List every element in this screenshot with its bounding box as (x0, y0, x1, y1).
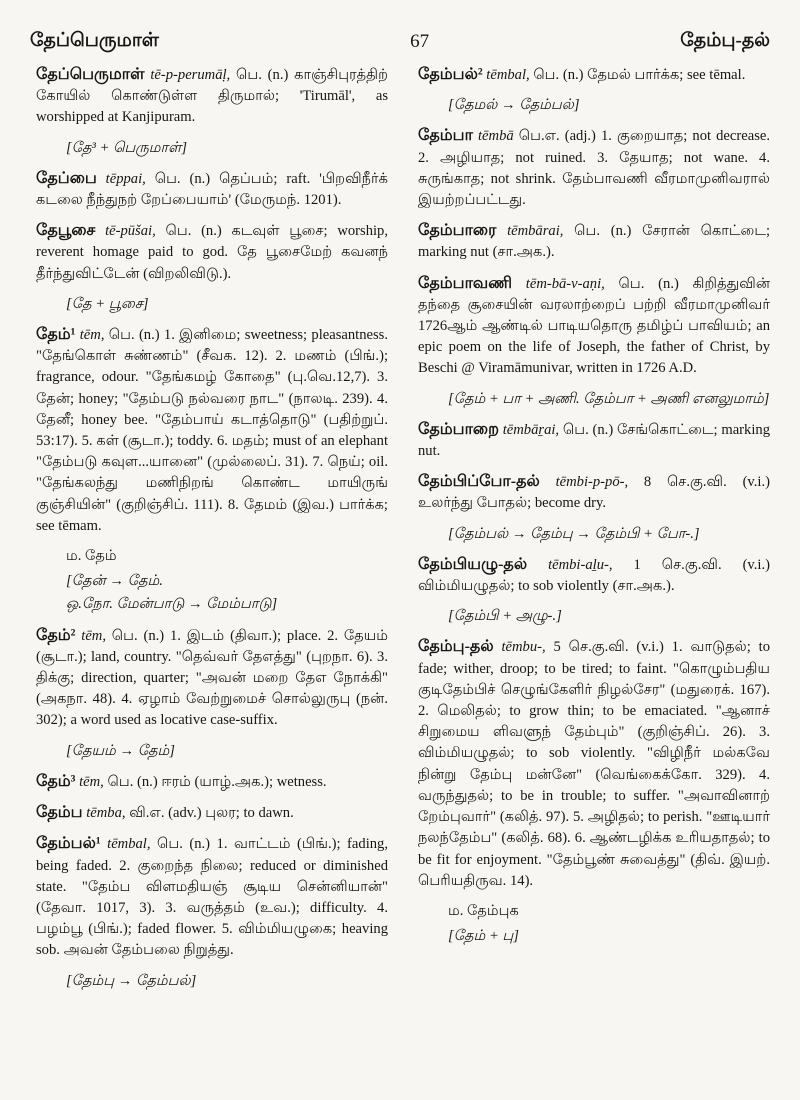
etymology: [தேம் + பு] (448, 928, 519, 945)
transliteration: tēm, (79, 773, 104, 790)
etymology: [தேன் → தேம். (66, 573, 163, 590)
entry (36, 220, 388, 285)
entry (36, 833, 388, 961)
definition: பெ. (n.) சேங்கொட்டை; marking nut. (418, 421, 770, 460)
entry (418, 273, 770, 380)
headword: தேம்² (36, 626, 76, 644)
entry (36, 168, 388, 211)
etymology: [தேம் + பா + அணி. தேம்பா + அணி எனலுமாம்] (448, 390, 770, 407)
entry (418, 220, 770, 263)
transliteration: tēmbi-aḻu-, (548, 556, 613, 573)
transliteration: tēm-bā-v-aṇi, (525, 275, 605, 292)
definition: பெ. (n.) ஈரம் (யாழ்.அக.); wetness. (103, 773, 327, 790)
transliteration: tē-pūšai, (105, 223, 156, 240)
headword: தேம்பல்¹ (36, 835, 101, 853)
left-column (30, 64, 388, 1001)
cognate: ம. தேம் (66, 548, 117, 565)
transliteration: tēm, (81, 627, 106, 644)
transliteration: tēmbi-p-pō-, (555, 474, 629, 491)
definition: பெ. (n.) கிறித்துவின் தந்தை சூசையின் வரலாற்றைப் பற்றி வீரமாமுனிவர் 1726ஆம் ஆண்டில் பாடியதொரு தமிழ்ப் பாவியம்; an epic poem on the life of Joseph, the father of Christ, by Beschi @ Viramāmunivar, written in 1726 A.D. (418, 275, 770, 377)
headword: தேம்பு-தல் (418, 638, 494, 656)
etymology: [தேம்பி + அழு-.] (448, 608, 562, 625)
definition: பெ.எ. (adj.) 1. குறையாத; not decrease. 2. அழியாத; not ruined. 3. தேயாத; not wane. 4. சுருங்காத; not shrink. தேம்பாவணி வீரமாமுனிவரால் இயற்றப்பட்டது. (418, 128, 770, 209)
entry (36, 324, 388, 537)
definition: பெ. (n.) தேமல் பார்க்க; see tēmal. (529, 67, 746, 83)
transliteration: tēm, (79, 327, 105, 344)
definition: பெ. (n.) தெப்பம்; raft. 'பிறவிநீர்க் கடலை நீந்துநற் றேப்பையாம்' (மேருமந். 1201). (36, 170, 388, 209)
definition: வி.எ. (adv.) புலர; to dawn. (125, 805, 294, 822)
etymology: [தே + பூசை] (66, 295, 149, 312)
etymology: [தேம்பல் → தேம்பு → தேம்பி + போ-.] (448, 525, 700, 542)
definition: பெ. (n.) காஞ்சிபுரத்திற் கோயில் கொண்டுள்ள திருமால்; 'Tirumāl', as worshipped at Kanjipuram. (36, 67, 388, 126)
entry (418, 636, 770, 891)
entry (418, 64, 770, 86)
transliteration: tēmba, (86, 805, 126, 822)
etymology: [தே³ + பெருமாள்] (66, 139, 188, 156)
cognate: ம. தேம்புக (448, 902, 519, 919)
definition: 1 செ.கு.வி. (v.i.) விம்மியழுதல்; to sob violently (சா.அக.). (418, 556, 770, 595)
headword: தேம்பியழு-தல் (418, 555, 528, 573)
transliteration: tēmbal, (486, 67, 530, 83)
header-right-guideword: தேம்பு-தல் (680, 30, 770, 51)
transliteration: tēmbal, (107, 836, 151, 853)
entry (36, 771, 388, 793)
definition: பெ. (n.) 1. இனிமை; sweetness; pleasantness. "தேங்கொள் சுண்ணம்" (சீவக. 12). 2. மணம் (பிங்.); fragrance, odour. "தேங்கமழ் கோதை" (பு.வெ.12,7). 3. தேன்; honey; "தேம்படு நல்வரை நாட" (நாலடி. 239). 4. தேனீ; honey bee. "தேம்பாய் கடாத்தொடு" (பதிற்றுப். 53:17). 5. கள் (சூடா.); toddy. 6. மதம்; must of an elephant "தேம்படு கவுள...யானை" (முல்லைப். 31). 7. நெய்; oil. "தேங்கலந்து மணிநிறங் கொண்ட மாயிருங் குஞ்சியின்" (குறிஞ்சிப். 111). 8. தேமம் (இவ.) பார்க்க; see tēmam. (36, 327, 388, 534)
right-column (418, 64, 770, 1001)
definition: பெ. (n.) சேரான் கொட்டை; marking nut (சா.அக.). (418, 223, 771, 261)
headword: தேம்பிப்போ-தல் (418, 473, 540, 491)
transliteration: tē-p-perumāḷ, (150, 67, 231, 83)
transliteration: tēmbā (478, 128, 514, 145)
headword: தேம்பாவணி (418, 274, 513, 292)
definition: 8 செ.கு.வி. (v.i.) உலர்ந்து போதல்; become dry. (418, 474, 770, 512)
etymology: ஒ.நோ. மேன்பாடு → மேம்பாடு] (66, 596, 278, 613)
headword: தேப்பை (36, 169, 97, 187)
headword: தேம்¹ (36, 326, 76, 344)
headword: தேம்பாரை (418, 222, 497, 240)
entry (418, 554, 770, 597)
entry (36, 625, 388, 732)
entry (418, 419, 770, 462)
definition: 5 செ.கு.வி. (v.i.) 1. வாடுதல்; to fade; wither, droop; to be tired; to faint. "கொழும்பதிய குடிதேம்பிச் செழுங்கேளிர் நிழல்சேர" (மதுரைக். 167). 2. மெலிதல்; to grow thin; to be emaciated. "ஆனாச் சிறுமைய ளிவளுந் தேம்பும்" (குறிஞ்சிப். 26). 3. விம்மியழுதல்; to sob violently. "விழிநீர் மல்கவே நின்று தேம்பு மன்னே" (வெங்கைக்கோ. 329). 4. வருந்துதல்; to be in trouble; to suffer. "அவாவினாற் றேம்புவார்" (கலித். 97). 5. அழிதல்; to perish. "ஊடியார் நலந்தேம்ப" (கலித். 68). 6. ஆண்டழிக்க உரியதாதல்; to be fit for enjoyment. "தேம்பூண் சுவைத்து" (திவ். இயற். பெரியதிருவ. 14). (418, 639, 770, 889)
entry (36, 64, 388, 129)
definition: பெ. (n.) 1. இடம் (திவா.); place. 2. தேயம் (சூடா.); land, country. "தெவ்வர் தேஎத்து" (புறநா. 6). 3. திக்கு; direction, quarter; "அவன் மறை தேஎ நோக்கி" (அகநா. 48). 4. ஏழாம் வேற்றுமைச் சொல்லுருபு (நன். 302); a word used as locative case-suffix. (36, 627, 388, 729)
page-header (30, 20, 770, 64)
entry (418, 125, 770, 211)
transliteration: tēmbāṟai, (502, 421, 560, 438)
headword: தேம்ப (36, 804, 83, 822)
entry (36, 802, 388, 824)
headword: தேபூசை (36, 222, 96, 240)
page-number: 67 (410, 31, 430, 52)
etymology: [தேயம் → தேம்] (66, 742, 175, 759)
headword: தேப்பெருமாள் (36, 66, 145, 83)
transliteration: tēmbārai, (507, 223, 564, 240)
header-left-guideword: தேப்பெருமாள் (30, 30, 159, 51)
transliteration: tēmbu-, (501, 639, 546, 656)
transliteration: tēppai, (105, 170, 146, 187)
etymology: [தேமல் → தேம்பல்] (448, 97, 580, 114)
definition: பெ. (n.) 1. வாட்டம் (பிங்.); fading, being faded. 2. குறைந்த நிலை; reduced or diminished state. "தேம்ப விளமதியஞ் சூடிய சென்னியான்" (தேவா. 1017, 3). 3. வருத்தம் (உவ.); difficulty. 4. பழம்பூ (பிங்.); faded flower. 5. விம்மியழுகை; heaving sob. அவன் தேம்பலை நிறுத்து. (36, 836, 388, 959)
headword: தேம்பா (418, 127, 473, 145)
headword: தேம்பல்² (418, 66, 483, 83)
definition: பெ. (n.) கடவுள் பூசை; worship, reverent homage paid to god. தே பூசைமேற் கவனந் தீர்ந்துவிட்டேன் (விறலிவிடு.). (36, 223, 388, 282)
headword: தேம்பாறை (418, 420, 499, 438)
etymology: [தேம்பு → தேம்பல்] (66, 972, 197, 989)
entry (418, 471, 770, 514)
headword: தேம்³ (36, 772, 76, 790)
